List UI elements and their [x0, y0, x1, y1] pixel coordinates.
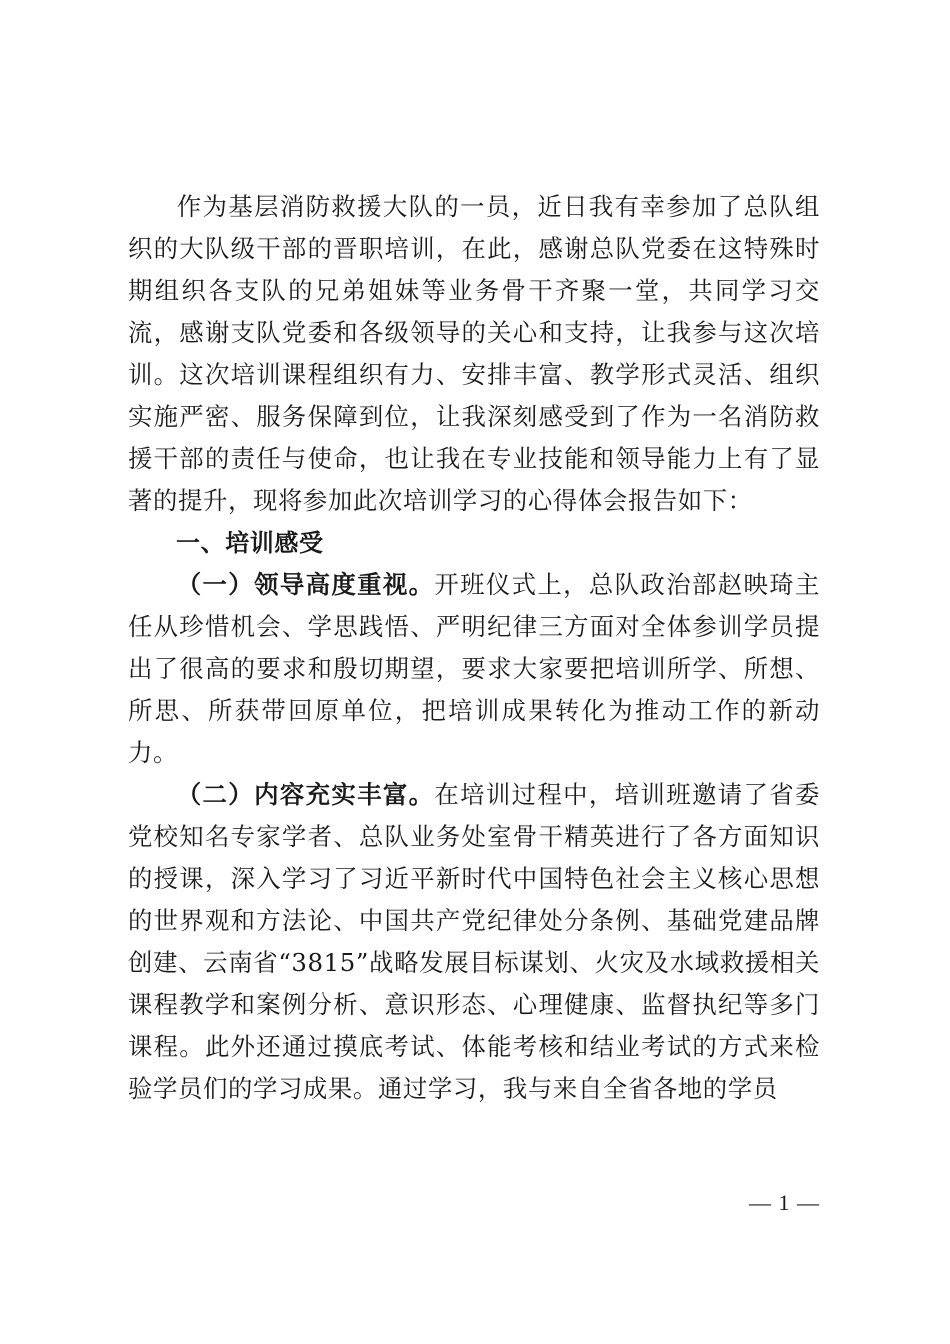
document-body	[128, 186, 820, 1110]
page-number: — 1 —	[749, 1190, 820, 1215]
subsection-paragraph-1	[128, 564, 820, 774]
subsection-text-1: 开班仪式上，总队政治部赵映琦主任从珍惜机会、学思践悟、严明纪律三方面对全体参训学员提出了很高的要求和殷切期望，要求大家要把培训所学、所想、所思、所获带回原单位，把培训成果转化为推动工作的新动力。	[128, 570, 820, 767]
intro-paragraph: 作为基层消防救援大队的一员，近日我有幸参加了总队组织的大队级干部的晋职培训，在此，感谢总队党委在这特殊时期组织各支队的兄弟姐妹等业务骨干齐聚一堂，共同学习交流，感谢支队党委和各级领导的关心和支持，让我参与这次培训。这次培训课程组织有力、安排丰富、教学形式灵活、组织实施严密、服务保障到位，让我深刻感受到了作为一名消防救援干部的责任与使命，也让我在专业技能和领导能力上有了显著的提升，现将参加此次培训学习的心得体会报告如下：	[128, 192, 820, 515]
section-heading: 一、培训感受	[176, 529, 324, 557]
subsection-lead-1: （一）领导高度重视。	[176, 570, 435, 599]
subsection-paragraph-2	[128, 774, 820, 1110]
subsection-text-2: 在培训过程中，培训班邀请了省委党校知名专家学者、总队业务处室骨干精英进行了各方面知识的授课，深入学习了习近平新时代中国特色社会主义核心思想的世界观和方法论、中国共产党纪律处分条例、基础党建品牌创建、云南省“3815”战略发展目标谋划、火灾及水域救援相关课程教学和案例分析、意识形态、心理健康、监督执纪等多门课程。此外还通过摸底考试、体能考核和结业考试的方式来检验学员们的学习成果。通过学习，我与来自全省各地的学员	[128, 780, 820, 1103]
subsection-lead-2: （二）内容充实丰富。	[176, 780, 435, 809]
